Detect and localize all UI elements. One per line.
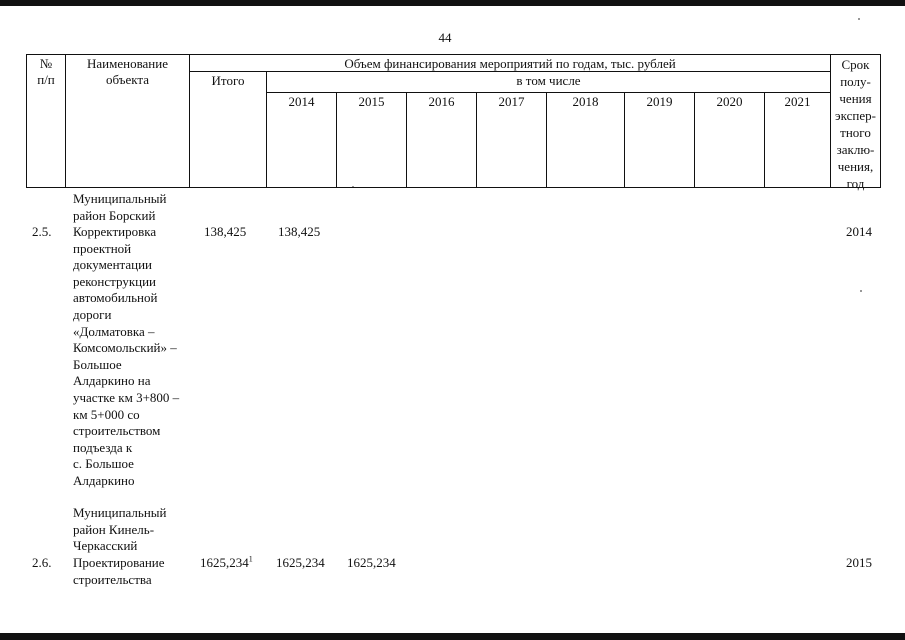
row-number: 2.5.: [32, 224, 52, 239]
value-2015: 1625,234: [347, 555, 396, 570]
object-name: Корректировка проектной документации реконструкции автомобильной дороги «Долматовка – Комсомольский» – Большое Алдаркино на участке км 3+800 – км 5+000 со строительством подъезда к с. Большое Алдаркино: [73, 224, 180, 488]
row-number: 2.6.: [32, 555, 52, 570]
value-2014: 1625,234: [276, 555, 325, 570]
scan-speck: [858, 18, 860, 20]
header-year-2019: 2019: [624, 92, 695, 188]
deadline-year: 2014: [846, 224, 872, 239]
header-object-name: Наименование объекта: [65, 54, 190, 188]
header-year-2020: 2020: [694, 92, 765, 188]
total-value: 1625,234$^1$: [200, 554, 253, 570]
total-value: 138,425: [204, 224, 247, 239]
header-year-2017: 2017: [476, 92, 547, 188]
header-year-2018: 2018: [546, 92, 625, 188]
header-funding: Объем финансирования мероприятий по годам, тыс. рублей: [189, 54, 831, 72]
header-including: в том числе: [266, 71, 831, 93]
header-number: № п/п: [26, 54, 66, 188]
top-border: [0, 0, 905, 6]
header-year-2021: 2021: [764, 92, 831, 188]
deadline-year: 2015: [846, 555, 872, 570]
scan-speck: [860, 290, 862, 292]
district-name: Муниципальный район Борский: [73, 191, 167, 223]
value-2014: 138,425: [278, 224, 321, 239]
header-total: Итого: [189, 71, 267, 188]
footnote-marker: 1: [248, 554, 253, 564]
page-number: 44: [438, 30, 452, 45]
header-year-2015: 2015: [336, 92, 407, 188]
header-year-2014: 2014: [266, 92, 337, 188]
bottom-border: [0, 633, 905, 640]
header-deadline: Срок полу- чения экспер- тного заклю- чения, год: [830, 54, 881, 188]
district-name: Муниципальный район Кинель- Черкасский: [73, 505, 167, 554]
object-name: Проектирование строительства: [73, 555, 165, 587]
header-year-2016: 2016: [406, 92, 477, 188]
